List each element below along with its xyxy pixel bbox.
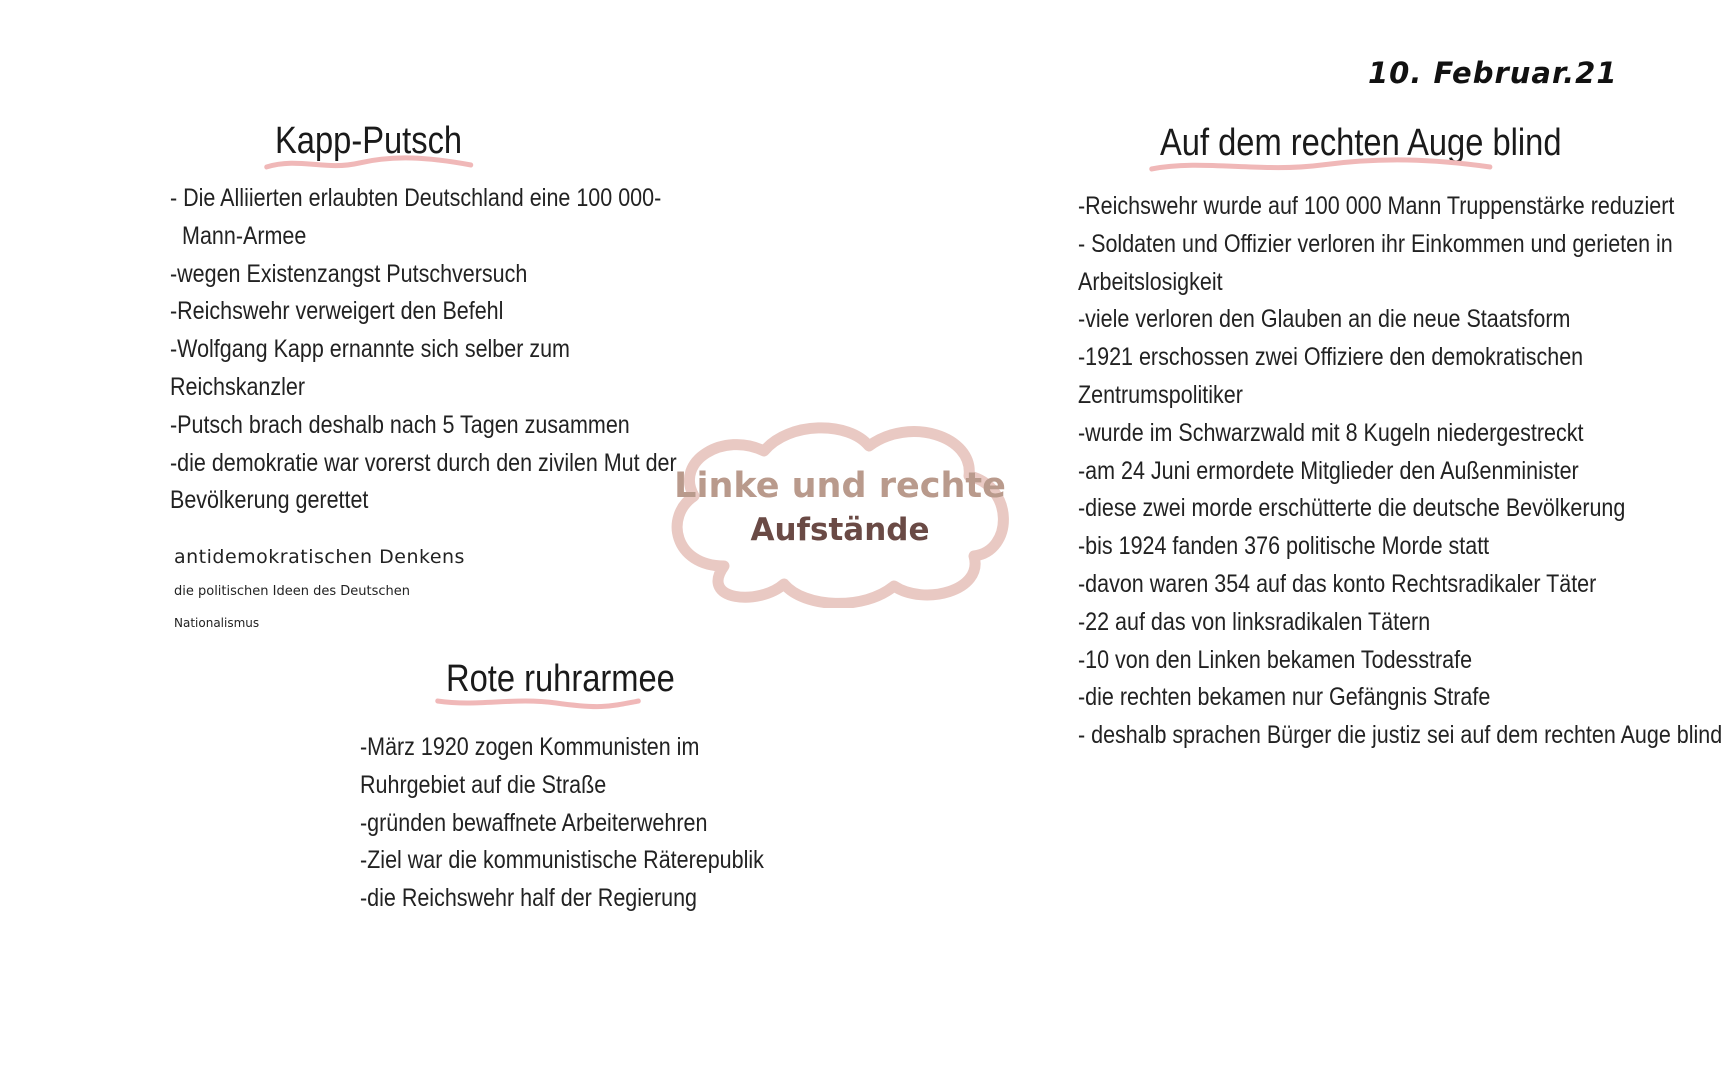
list-item: -Putsch brach deshalb nach 5 Tagen zusammen — [170, 410, 630, 439]
auge-blind-title-text: Auf dem rechten Auge blind — [1160, 122, 1562, 164]
list-item: -Wolfgang Kapp ernannte sich selber zum — [170, 335, 570, 364]
list-item: -10 von den Linken bekamen Todesstrafe — [1078, 645, 1473, 674]
list-item: -1921 erschossen zwei Offiziere den demokratischen — [1078, 343, 1584, 372]
list-item: -die demokratie war vorerst durch den zivilen Mut der — [170, 448, 677, 477]
note-politische-ideen: die politischen Ideen des Deutschen — [174, 584, 411, 599]
date: 10. Februar.21 — [1368, 56, 1618, 90]
list-item: - Soldaten und Offizier verloren ihr Einkommen und gerieten in — [1078, 229, 1673, 258]
list-item: -Ziel war die kommunistische Räterepublik — [360, 846, 764, 875]
list-item: - Die Alliierten erlaubten Deutschland eine 100 000- — [170, 184, 662, 212]
rote-ruhrarmee-list — [360, 729, 764, 918]
cloud-title-line1: Linke und rechte — [674, 466, 1006, 506]
kapp-putsch-list — [170, 180, 677, 520]
list-item: -die Reichswehr half der Regierung — [360, 884, 698, 913]
kapp-putsch-title-text: Kapp-Putsch — [275, 120, 463, 162]
auge-blind-title — [1160, 122, 1562, 165]
auge-underline-squiggle — [1150, 155, 1494, 175]
list-item: -viele verloren den Glauben an die neue Staatsform — [1078, 305, 1571, 334]
list-item: Arbeitslosigkeit — [1078, 267, 1223, 296]
list-item: -Reichswehr verweigert den Befehl — [170, 297, 504, 326]
note-nationalismus: Nationalismus — [174, 616, 260, 630]
list-item: - deshalb sprachen Bürger die justiz sei auf dem rechten Auge blind — [1078, 721, 1723, 750]
list-item: Ruhrgebiet auf die Straße — [360, 770, 607, 799]
list-item: -wurde im Schwarzwald mit 8 Kugeln niedergestreckt — [1078, 418, 1584, 447]
ruhr-underline-squiggle — [436, 691, 642, 711]
list-item: Zentrumspolitiker — [1078, 380, 1243, 409]
list-item: -März 1920 zogen Kommunisten im — [360, 733, 700, 761]
topic-cloud — [664, 416, 1016, 608]
list-item: -am 24 Juni ermordete Mitglieder den Außenminister — [1078, 456, 1579, 485]
kapp-underline-squiggle — [265, 153, 476, 173]
list-item: -gründen bewaffnete Arbeiterwehren — [360, 808, 708, 837]
list-item: -Reichswehr wurde auf 100 000 Mann Truppenstärke reduziert — [1078, 192, 1675, 220]
kapp-putsch-title — [275, 120, 462, 163]
auge-blind-list — [1078, 188, 1722, 755]
list-item: -die rechten bekamen nur Gefängnis Strafe — [1078, 683, 1491, 712]
list-item: -diese zwei morde erschütterte die deutsche Bevölkerung — [1078, 494, 1626, 523]
rote-ruhrarmee-title — [446, 658, 675, 701]
list-item: Bevölkerung gerettet — [170, 486, 369, 515]
rote-ruhrarmee-title-text: Rote ruhrarmee — [446, 658, 675, 700]
cloud-title-line2: Aufstände — [750, 512, 930, 548]
list-item: Mann-Armee — [182, 221, 307, 250]
list-item: Reichskanzler — [170, 372, 306, 401]
list-item: -wegen Existenzangst Putschversuch — [170, 259, 528, 288]
list-item: -bis 1924 fanden 376 politische Morde statt — [1078, 532, 1490, 561]
note-antidemokratisch: antidemokratischen Denkens — [174, 546, 465, 568]
list-item: -davon waren 354 auf das konto Rechtsradikaler Täter — [1078, 569, 1597, 598]
list-item: -22 auf das von linksradikalen Tätern — [1078, 607, 1431, 636]
